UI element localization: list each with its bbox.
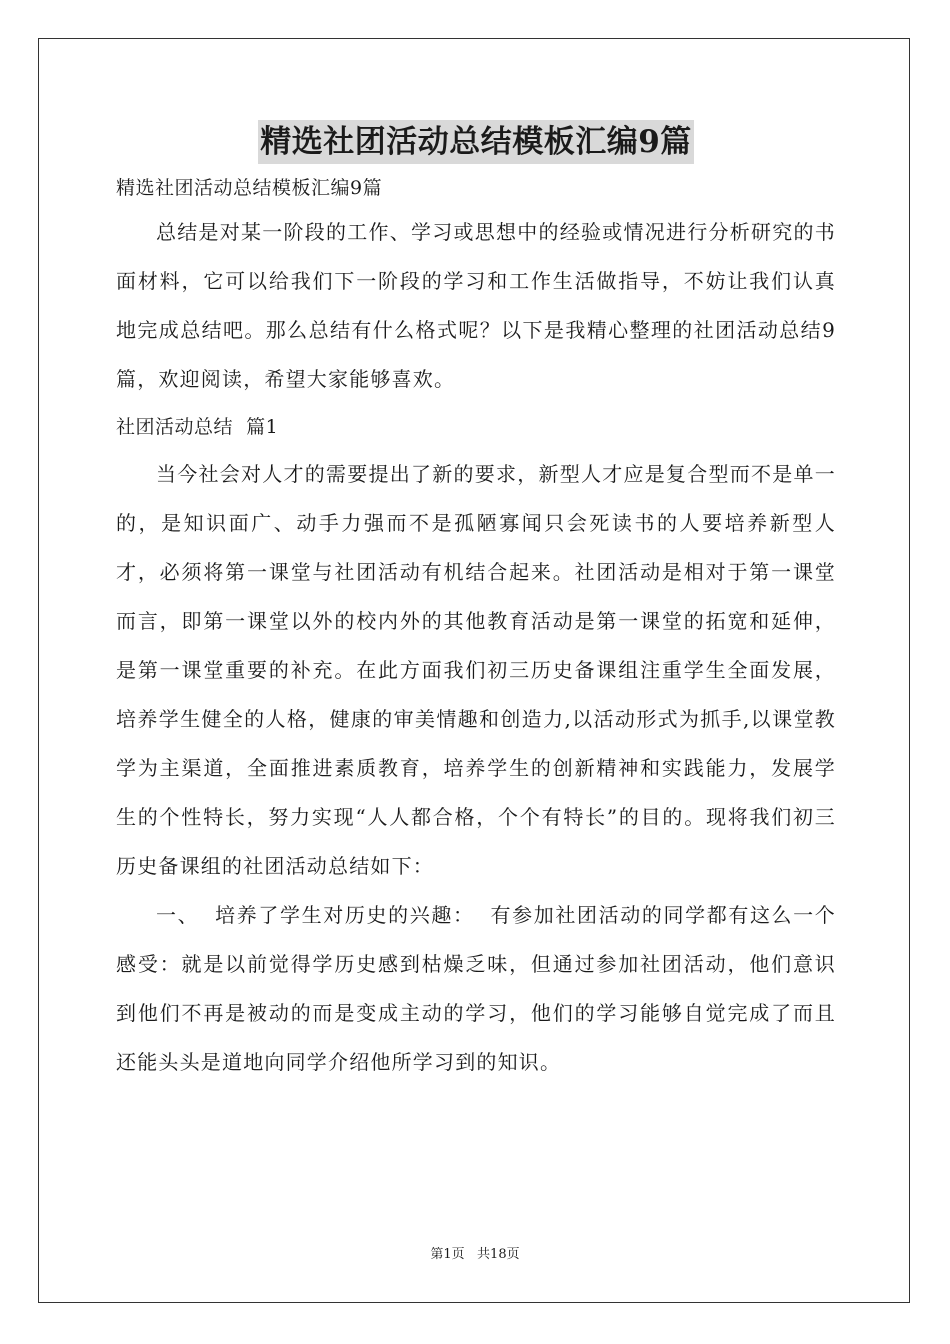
title-wrap (116, 120, 836, 164)
page-footer: 第1页 共18页 (430, 1247, 520, 1262)
document-body (116, 120, 836, 1087)
document-title: 精选社团活动总结模板汇编9篇 (258, 120, 694, 164)
section-paragraph: 一、 培养了学生对历史的兴趣： 有参加社团活动的同学都有这么一个感受：就是以前觉得学历史感到枯燥乏味，但通过参加社团活动，他们意识到他们不再是被动的而是变成主动的学习，他们的学习能够自觉完成了而且还能头头是道地向同学介绍他所学习到的知识。 (116, 903, 836, 1074)
section-heading: 社团活动总结 篇1 (116, 416, 279, 438)
section-paragraph: 当今社会对人才的需要提出了新的要求，新型人才应是复合型而不是单一的，是知识面广、动手力强而不是孤陋寡闻只会死读书的人要培养新型人才，必须将第一课堂与社团活动有机结合起来。社团活动是相对于第一课堂而言，即第一课堂以外的校内外的其他教育活动是第一课堂的拓宽和延伸，是第一课堂重要的补充。在此方面我们初三历史备课组注重学生全面发展，培养学生健全的人格，健康的审美情趣和创造力,以活动形式为抓手,以课堂教学为主渠道，全面推进素质教育，培养学生的创新精神和实践能力，发展学生的个性特长，努力实现“人人都合格，个个有特长”的目的。现将我们初三历史备课组的社团活动总结如下： (116, 462, 836, 878)
intro-paragraph: 总结是对某一阶段的工作、学习或思想中的经验或情况进行分析研究的书面材料，它可以给我们下一阶段的学习和工作生活做指导，不妨让我们认真地完成总结吧。那么总结有什么格式呢？以下是我精心整理的社团活动总结9篇，欢迎阅读，希望大家能够喜欢。 (116, 220, 836, 391)
document-subtitle: 精选社团活动总结模板汇编9篇 (116, 177, 383, 199)
